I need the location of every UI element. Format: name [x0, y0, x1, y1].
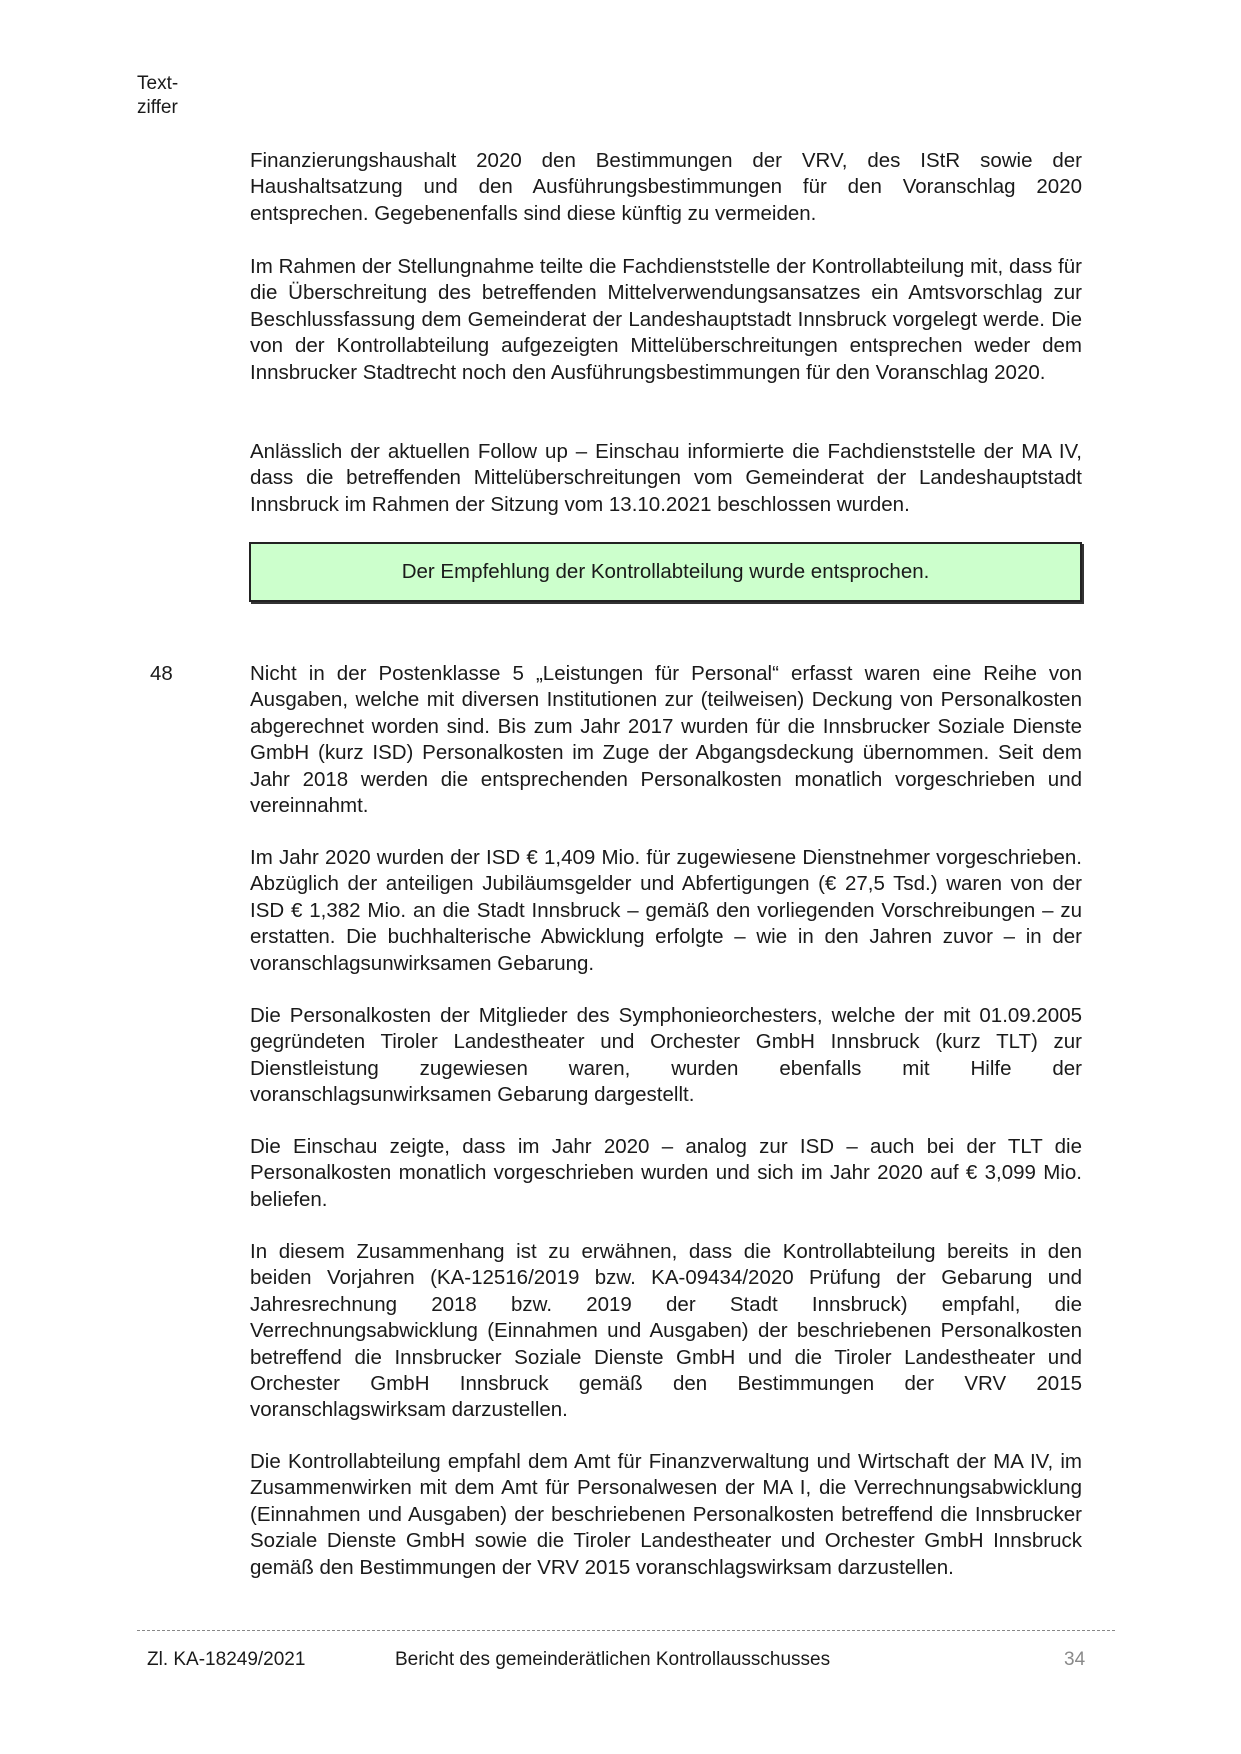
main-section [250, 1003, 1082, 1109]
status-box: Der Empfehlung der Kontrollabteilung wurde entsprochen. [249, 542, 1082, 602]
footer-title: Bericht des gemeinderätlichen Kontrollausschusses [395, 1649, 831, 1670]
top-section [250, 439, 1082, 518]
top-section [250, 254, 1082, 386]
paragraph: Im Jahr 2020 wurden der ISD € 1,409 Mio. für zugewiesene Dienstnehmer vorgeschrieben. Abzüglich der anteiligen Jubiläumsgelder und Abfertigungen (€ 27,5 Tsd.) waren von der ISD € 1,382 Mio. an die Stadt Innsbruck – gemäß den vorliegenden Vorschreibungen – zu erstatten. Die buchhalterische Abwicklung erfolgte – wie in den Jahren zuvor – in der voranschlagsunwirksamen Gebarung. [250, 846, 1082, 975]
margin-label [137, 72, 178, 120]
footer-divider [137, 1630, 1115, 1631]
paragraph: Nicht in der Postenklasse 5 „Leistungen für Personal“ erfasst waren eine Reihe von Ausgaben, welche mit diversen Institutionen zur (teilweisen) Deckung von Personalkosten abgerechnet worden sind. Bis zum Jahr 2017 wurden für die Innsbrucker Soziale Dienste GmbH (kurz ISD) Personalkosten im Zuge der Abgangsdeckung übernommen. Seit dem Jahr 2018 werden die entsprechenden Personalkosten monatlich vorgeschrieben und vereinnahmt. [250, 662, 1082, 818]
paragraph: Finanzierungshaushalt 2020 den Bestimmungen der VRV, des IStR sowie der Haushaltsatzung und den Ausführungsbestimmungen für den Voranschlag 2020 entsprechen. Gegebenenfalls sind diese künftig zu vermeiden. [250, 149, 1082, 225]
margin-label-line-1: Text- [137, 73, 179, 94]
paragraph: Anlässlich der aktuellen Follow up – Einschau informierte die Fachdienststelle der MA IV, dass die betreffenden Mittelüberschreitungen vom Gemeinderat der Landeshauptstadt Innsbruck im Rahmen der Sitzung vom 13.10.2021 beschlossen wurden. [250, 440, 1082, 516]
paragraph: Im Rahmen der Stellungnahme teilte die Fachdienststelle der Kontrollabteilung mit, dass für die Überschreitung des betreffenden Mittelverwendungsansatzes ein Amtsvorschlag zur Beschlussfassung dem Gemeinderat der Landeshauptstadt Innsbruck vorgelegt werde. Die von der Kontrollabteilung aufgezeigten Mittelüberschreitungen entsprechen weder dem Innsbrucker Stadtrecht noch den Ausführungsbestimmungen für den Voranschlag 2020. [250, 255, 1082, 384]
paragraph: Die Personalkosten der Mitglieder des Symphonieorchesters, welche der mit 01.09.2005 gegründeten Tiroler Landestheater und Orchester GmbH Innsbruck (kurz TLT) zur Dienstleistung zugewiesen waren, wurden ebenfalls mit Hilfe der voranschlagsunwirksamen Gebarung dargestellt. [250, 1004, 1082, 1107]
textziffer-number: 48 [150, 662, 173, 685]
page-number: 34 [1064, 1649, 1086, 1670]
main-section [250, 1239, 1082, 1424]
main-section [250, 1449, 1082, 1581]
paragraph: Die Kontrollabteilung empfahl dem Amt für Finanzverwaltung und Wirtschaft der MA IV, im Zusammenwirken mit dem Amt für Personalwesen der MA I, die Verrechnungsabwicklung (Einnahmen und Ausgaben) der beschriebenen Personalkosten betreffend die Innsbrucker Soziale Dienste GmbH sowie die Tiroler Landestheater und Orchester GmbH Innsbruck gemäß den Bestimmungen der VRV 2015 voranschlagswirksam darzustellen. [250, 1450, 1082, 1579]
main-section [250, 661, 1082, 819]
margin-label-line-2: ziffer [137, 97, 178, 118]
main-section [250, 1134, 1082, 1213]
paragraph: Die Einschau zeigte, dass im Jahr 2020 – analog zur ISD – auch bei der TLT die Personalkosten monatlich vorgeschrieben wurden und sich im Jahr 2020 auf € 3,099 Mio. beliefen. [250, 1135, 1082, 1211]
top-section [250, 148, 1082, 227]
main-section [250, 845, 1082, 977]
footer-reference: Zl. KA-18249/2021 [147, 1649, 306, 1670]
paragraph: In diesem Zusammenhang ist zu erwähnen, dass die Kontrollabteilung bereits in den beiden Vorjahren (KA-12516/2019 bzw. KA-09434/2020 Prüfung der Gebarung und Jahresrechnung 2018 bzw. 2019 der Stadt Innsbruck) empfahl, die Verrechnungsabwicklung (Einnahmen und Ausgaben) der beschriebenen Personalkosten betreffend die Innsbrucker Soziale Dienste GmbH und die Tiroler Landestheater und Orchester GmbH Innsbruck gemäß den Bestimmungen der VRV 2015 voranschlagswirksam darzustellen. [250, 1240, 1082, 1422]
